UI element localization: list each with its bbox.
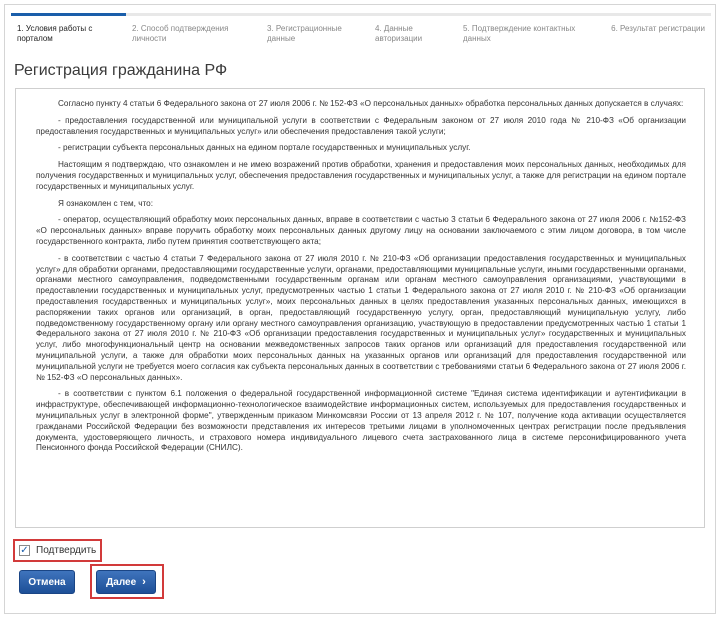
consent-paragraph: Настоящим я подтверждаю, что ознакомлен и не имею возражений против обработки, хранения и предоставления моих персональных данных, необходимых для получения государственных и муниципальных услуг, обеспечения предоставления государственных и муниципальных услуг, а также для регистрации на едином портале государственных и муниципальных услуг. — [36, 160, 686, 191]
checkmark-icon: ✓ — [20, 544, 29, 556]
confirm-label: Подтвердить — [36, 545, 97, 556]
page-title: Регистрация гражданина РФ — [14, 62, 228, 79]
consent-paragraph: - предоставления государственной или муниципальной услуги в соответствии с Федеральным законом от 27 июля 2010 года № 210-ФЗ «Об организации предоставления государственных и муниципальных услуг» или обеспечения предоставления такой услуги; — [36, 115, 686, 136]
step-6: 6. Результат регистрации — [603, 13, 711, 49]
consent-paragraph: - регистрации субъекта персональных данных на едином портале государственных и муниципальных услуг. — [58, 143, 471, 153]
step-2: 2. Способ подтверждения личности — [126, 13, 261, 49]
consent-text-box[interactable] — [15, 88, 705, 528]
step-5: 5. Подтверждение контактных данных — [457, 13, 603, 49]
registration-steps — [11, 13, 711, 49]
confirm-checkbox-row[interactable] — [13, 539, 102, 562]
cancel-button[interactable] — [19, 570, 75, 594]
consent-paragraph: Согласно пункту 4 статьи 6 Федерального закона от 27 июля 2006 г. № 152-ФЗ «О персональных данных» обработка персональных данных допускается в случаях: — [58, 99, 684, 108]
step-1: 1. Условия работы с порталом — [11, 13, 126, 49]
cancel-button-label: Отмена — [28, 576, 66, 588]
consent-paragraph: - в соответствии с частью 4 статьи 7 Федерального закона от 27 июля 2010 г. № 210-ФЗ «Об организации предоставления государственных и муниципальных услуг» для обработки органами, предоставляющими государственные услуги, органами, предоставляющими муниципальные услуги, иными государственными органами, органами местного самоуправления, подведомственными государственным органам или органам местного самоуправления организациями, участвующими в предоставлении государственных и муниципальных услуг, предусмотренных частью 1 статьи 1 Федерального закона от 27 июля 2010 г. № 210-ФЗ «Об организации предоставления государственных и муниципальных услуг», моих персональных данных в целях предоставления указанных персональных данных, имеющихся в распоряжении таких органов или организаций, в орган, предоставляющий государственную услугу, орган, предоставляющий муниципальную услугу, либо подведомственному государственному органу или органу местного самоуправления организацию, участвующую в предоставлении предусмотренных частью 1 статьи 1 Федерального закона от 27 июля 2010 г. № 210-ФЗ «Об организации предоставления государственных и муниципальных услуг» государственных и муниципальных услуг, либо многофункциональный центр на основании межведомственных запросов таких органов или организаций для предоставления государственной или муниципальной услуги, а также для обработки моих персональных данных на указанных органов или организаций для предоставления государственной или муниципальной услуги не требуется моего согласия как субъекта персональных данных в соответствии с требованиями статьи 6 Федерального закона от 27 июля 2006 г. № 152-ФЗ «О персональных данных». — [36, 253, 686, 382]
next-button-label: Далее — [106, 576, 137, 588]
confirm-checkbox[interactable] — [19, 545, 30, 556]
consent-paragraph: - в соответствии с пунктом 6.1 положения о федеральной государственной информационной системе "Единая система идентификации и аутентификации в инфраструктуре, обеспечивающей информационно-технологическое взаимодействие информационных систем, используемых для предоставления государственных и муниципальных услуг в электронной форме", утвержденным приказом Минкомсвязи России от 13 апреля 2012 г. № 107, получение кода активации осуществляется гражданами Российской Федерации без возможности представления их интересов третьими лицами в уполномоченных центрах регистрации после предъявления документа, удостоверяющего личность, и страхового номера индивидуального лицевого счета застрахованного лица в системе персонифицированного учета Пенсионного фонда Российской Федерации (СНИЛС). — [36, 389, 686, 453]
consent-paragraph: - оператор, осуществляющий обработку моих персональных данных, вправе в соответствии с частью 3 статьи 6 Федерального закона от 27 июля 2006 г. №152-ФЗ «О персональных данных» вправе поручить обработку моих персональных данных другому лицу на основании заключаемого с этим лицом договора, в том числе государственного контракта, либо путем принятия соответствующего акта; — [36, 215, 686, 246]
chevron-right-icon: › — [142, 576, 146, 588]
step-4: 4. Данные авторизации — [369, 13, 457, 49]
consent-paragraph: Я ознакомлен с тем, что: — [58, 198, 153, 208]
next-button[interactable] — [96, 570, 156, 594]
step-3: 3. Регистрационные данные — [261, 13, 369, 49]
